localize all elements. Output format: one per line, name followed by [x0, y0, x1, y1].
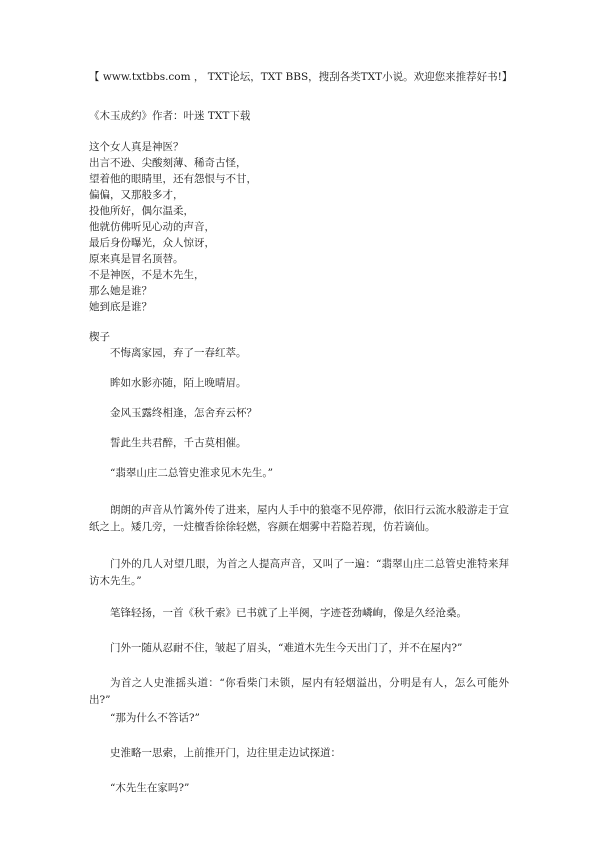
paragraph: 朗朗的声音从竹篱外传了进来，屋内人手中的狼毫不见停滞，依旧行云流水般游走于宣纸之上。矮几旁，一炷檀香徐徐轻燃，容颜在烟雾中若隐若现，仿若谪仙。	[89, 504, 509, 533]
paragraph: 誓此生共君醉，千古莫相催。	[110, 437, 247, 449]
paragraph: 史淮略一思索，上前推开门，边往里走边试探道：	[110, 747, 341, 759]
paragraph: 门外一随从忍耐不住，皱起了眉头，“难道木先生今天出门了，并不在屋内?”	[110, 642, 463, 654]
paragraph: “翡翠山庄二总管史淮求见木先生。”	[110, 467, 273, 479]
paragraph: 门外的几人对望几眼，为首之人提高声音，又叫了一遍：“翡翠山庄二总管史淮特来拜访木先生。”	[89, 558, 509, 587]
intro-line: 出言不逊、尖酸刻薄、稀奇古怪，	[89, 157, 247, 169]
paragraph: 眸如水影亦随，陌上晚晴眉。	[110, 377, 247, 389]
paragraph: “木先生在家吗?”	[110, 782, 190, 794]
intro-line: 望着他的眼睛里，还有怨恨与不甘，	[89, 173, 257, 185]
intro-line: 投他所好，偶尔温柔，	[89, 205, 194, 217]
intro-line: 最后身份曝光，众人惊讶，	[89, 237, 215, 249]
paragraph: “那为什么不答话?”	[110, 712, 200, 724]
intro-line: 她到底是谁？	[89, 301, 152, 313]
intro-line: 偏偏，又那般多才，	[89, 189, 184, 201]
site-banner: 【 www.txtbbs.com ， TXT论坛，TXT BBS，搜刮各类TXT小说。欢迎您来推荐好书!】	[89, 71, 513, 83]
book-title-line: 《木玉成约》作者：叶迷 TXT下载	[89, 110, 251, 122]
intro-line: 原来真是冒名顶替。	[89, 253, 184, 265]
intro-line: 这个女人真是神医？	[89, 141, 184, 153]
chapter-title: 楔子	[89, 331, 110, 343]
paragraph: 为首之人史淮摇头道：“你看柴门未锁，屋内有轻烟溢出，分明是有人，怎么可能外出?”	[89, 677, 509, 706]
intro-line: 他就仿佛听见心动的声音，	[89, 221, 215, 233]
intro-line: 那么她是谁？	[89, 285, 152, 297]
paragraph: 不悔离家园，弃了一春红萃。	[110, 347, 247, 359]
paragraph: 笔锋轻扬，一首《秋千索》已书就了上半阕，字迹苍劲嶙峋，像是久经沧桑。	[110, 607, 467, 619]
intro-line: 不是神医，不是木先生，	[89, 269, 205, 281]
paragraph: 金风玉露终相逢，怎舍弃云杯？	[110, 407, 257, 419]
